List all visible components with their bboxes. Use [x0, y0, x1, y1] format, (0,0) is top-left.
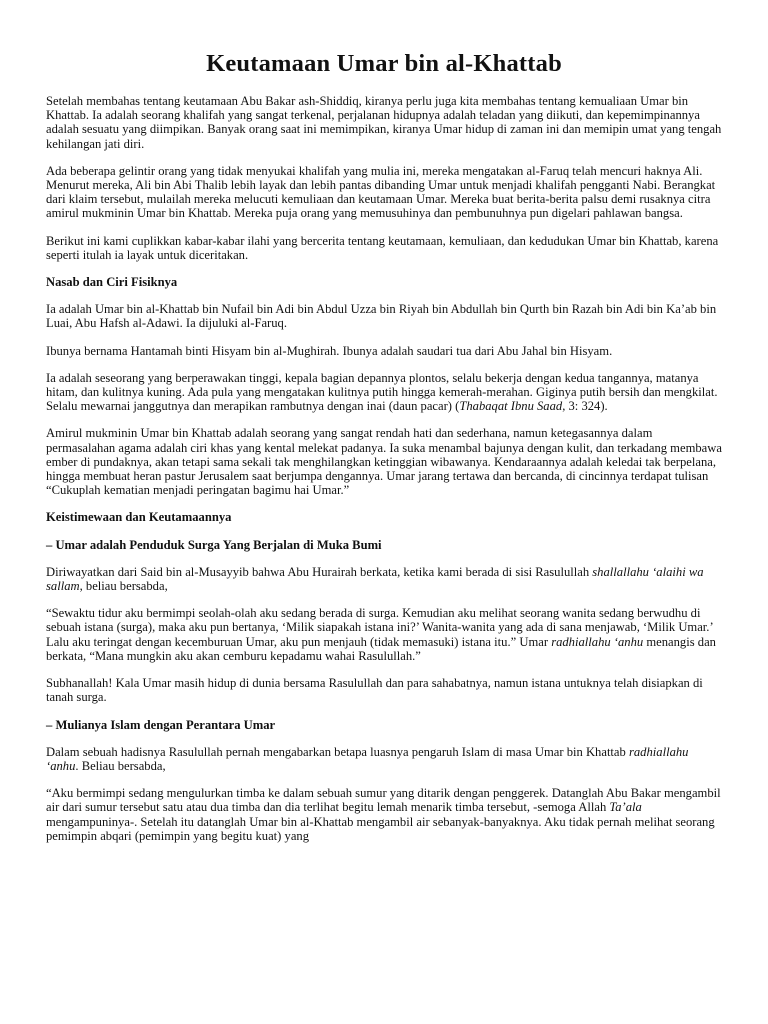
text-run: Nasab dan Ciri Fisiknya	[46, 275, 178, 290]
text-run: Setelah membahas tentang keutamaan Abu Bakar ash-Shiddiq, kiranya perlu juga kita membahas tentang kemualiaan Umar bin Khattab. Ia adalah seorang khalifah yang sangat terkenal, perjalanan hidupnya adalah teladan yang diikuti, dan kepemimpinannya adalah sesuatu yang diimpikan. Banyak orang saat ini memimpikan, kiranya Umar hidup di zaman ini dan memipin umat yang tengah kehilangan jati diri.	[46, 94, 722, 151]
text-run: Amirul mukminin Umar bin Khattab adalah seorang yang sangat rendah hati dan sederhana, namun ketegasannya dalam permasalahan agama adalah ciri khas yang kental melekat padanya. Ia suka menambal bajunya dengan kulit, dan terkadang membawa ember di pundaknya, akan tetapi sama sekali tak menghilangkan ketinggian wibawanya. Kendaraannya adalah keledai tak berpelana, hingga membuat heran pastur Jerusalem saat berjumpa dengannya. Umar jarang tertawa dan bercanda, di cincinnya terdapat tulisan “Cukuplah kematian menjadi peringatan bagimu hai Umar.”	[46, 426, 722, 498]
section-heading	[46, 275, 722, 289]
paragraph	[46, 344, 722, 358]
text-run: . Beliau bersabda,	[75, 758, 166, 773]
text-run: Keistimewaan dan Keutamaannya	[46, 510, 232, 525]
text-run: Ia adalah seseorang yang berperawakan tinggi, kepala bagian depannya plontos, selalu bekerja dengan kedua tangannya, matanya hitam, dan kulitnya kuning. Ada pula yang mengatakan kulitnya putih hingga kemerah-merahan. Giginya putih bersih dan mengkilat. Selalu mewarnai janggutnya dan merapikan rambutnya dengan inai (daun pacar) (	[46, 370, 718, 414]
text-run: Ada beberapa gelintir orang yang tidak menyukai khalifah yang mulia ini, mereka mengatakan al-Faruq telah mencuri haknya Ali. Menurut mereka, Ali bin Abi Thalib lebih layak dan lebih pantas dibanding Umar untuk menjadi khalifah pengganti Nabi. Berangkat dari klaim tersebut, mulailah mereka melucuti kemuliaan dan keutamaan Umar. Mereka buat berita-berita palsu demi rusaknya citra amirul mukminin Umar bin Khattab. Mereka puja orang yang memusuhinya dan pembunuhnya pun digelari pahlawan bangsa.	[46, 163, 716, 221]
paragraph	[46, 426, 722, 497]
paragraph	[46, 234, 722, 262]
paragraph	[46, 676, 722, 704]
text-run: mengampuninya-. Setelah itu datanglah Umar bin al-Khattab mengambil air sebanyak-banyaknya. Aku tidak pernah melihat seorang pemimpin abqari (pemimpin yang begitu kuat) yang	[46, 814, 715, 843]
italic-text: Thabaqat Ibnu Saad	[459, 399, 563, 414]
text-run: , 3: 324).	[562, 399, 608, 414]
text-run: “Sewaktu tidur aku bermimpi seolah-olah aku sedang berada di surga. Kemudian aku melihat seorang wanita sedang berwudhu di sebuah istana (surga), maka aku pun bertanya, ‘Milik siapakah istana ini?’ Wanita-wanita yang ada di sana menjawab, ‘Milik Umar.’ Lalu aku teringat dengan kecemburuan Umar, aku pun menjauh (tidak memasuki) istana itu.” Umar	[46, 606, 713, 649]
paragraph	[46, 606, 722, 663]
text-run: Ia adalah Umar bin al-Khattab bin Nufail bin Adi bin Abdul Uzza bin Riyah bin Abdullah bin Qurth bin Razah bin Adi bin Ka’ab bin Luai, Abu Hafsh al-Adawi. Ia dijuluki al-Faruq.	[46, 302, 717, 331]
text-run: Diriwayatkan dari Said bin al-Musayyib bahwa Abu Hurairah berkata, ketika kami berada di sisi Rasulullah	[46, 564, 593, 579]
paragraph	[46, 94, 722, 151]
paragraph	[46, 164, 722, 221]
paragraph	[46, 302, 722, 330]
text-run: – Mulianya Islam dengan Perantara Umar	[46, 717, 276, 732]
text-run: Berikut ini kami cuplikkan kabar-kabar ilahi yang bercerita tentang keutamaan, kemuliaan, dan kedudukan Umar bin Khattab, karena seperti itulah ia layak untuk diceritakan.	[46, 233, 719, 262]
text-run: – Umar adalah Penduduk Surga Yang Berjalan di Muka Bumi	[46, 537, 382, 552]
section-heading	[46, 718, 722, 732]
section-heading	[46, 510, 722, 524]
text-run: , beliau bersabda,	[79, 579, 168, 594]
article-body	[46, 94, 722, 843]
italic-text: Ta’ala	[609, 800, 642, 815]
text-run: Subhanallah! Kala Umar masih hidup di dunia bersama Rasulullah dan para sahabatnya, namun istana untuknya telah disiapkan di tanah surga.	[46, 676, 703, 705]
text-run: Ibunya bernama Hantamah binti Hisyam bin al-Mughirah. Ibunya adalah saudari tua dari Abu Jahal bin Hisyam.	[46, 343, 613, 358]
text-run: menangis dan berkata, “Mana mungkin aku akan cemburu kepadamu wahai Rasulullah.”	[46, 634, 716, 663]
italic-text: radhiallahu ‘anhu	[551, 634, 644, 649]
paragraph	[46, 371, 722, 414]
paragraph	[46, 565, 722, 593]
section-heading	[46, 538, 722, 552]
text-run: Dalam sebuah hadisnya Rasulullah pernah mengabarkan betapa luasnya pengaruh Islam di masa Umar bin Khattab	[46, 744, 629, 759]
page-title: Keutamaan Umar bin al-Khattab	[206, 50, 562, 77]
paragraph	[46, 786, 722, 843]
paragraph	[46, 745, 722, 773]
italic-text: radhiallahu ‘anhu	[46, 744, 689, 773]
italic-text: shallallahu ‘alaihi wa sallam	[46, 564, 704, 594]
text-run: “Aku bermimpi sedang mengulurkan timba ke dalam sebuah sumur yang ditarik dengan penggerek. Datanglah Abu Bakar mengambil air dari sumur tersebut satu atau dua timba dan dia terlihat begitu lemah menarik timba tersebut, -semoga Allah	[46, 786, 721, 815]
